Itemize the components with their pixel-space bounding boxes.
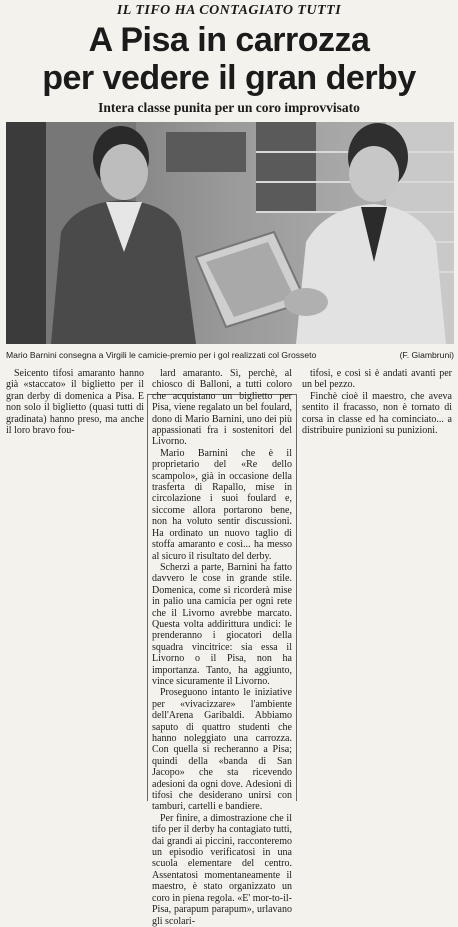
subheadline: Intera classe punita per un coro improvvisato: [98, 100, 360, 115]
paragraph: Scherzi a parte, Barnini ha fatto davvero le cose in grande stile. Domenica, come si ricorderà mise in palio una camicia per ogni rete che il Livorno avrebbe marcato. Questa volta addirittura undici: le prenderanno i giocatori della squadra vincitrice: sia essa il Livorno o il Pisa, non ha importanza. Tanto, ha aggiunto, vince sicuramente il Livorno.: [152, 561, 292, 687]
photo-credit: (F. Giambruni): [399, 350, 454, 360]
photo-illustration: [6, 122, 454, 344]
paragraph: Proseguono intanto le iniziative per «vivacizzare» l'ambiente dell'Arena Garibaldi. Abbiamo saputo di quattro studenti che hanno noleggiato una carrozza. Con quella si recheranno a Pisa; quindi della «banda di San Jacopo» che sta ricevendo adesioni da ogni dove. Adesioni di tifosi che desiderano unirsi con tamburi, cartelli e bandiere.: [152, 687, 292, 813]
article-column-1: [6, 368, 144, 436]
article-column-2: [152, 368, 292, 927]
paragraph: Per finire, a dimostrazione che il tifo per il derby ha contagiato tutti, dai grandi ai piccini, racconteremo un episodio verificatosi in una scuola elementare del centro. Assentatosi momentaneamente il maestro, è stato organizzato un coro in piena regola. «E' mor-to-il-Pisa, parapum parapum», urlavano gli scolari-: [152, 812, 292, 927]
paragraph: Finchè cioè il maestro, che aveva sentito il fracasso, non è tornato di corsa in classe ed ha cominciato... a distribuire punizioni su punizioni.: [302, 390, 452, 437]
article-column-3: [302, 368, 452, 436]
headline-line-2: per vedere il gran derby: [42, 59, 416, 97]
photo: [6, 122, 454, 344]
kicker: IL TIFO HA CONTAGIATO TUTTI: [116, 3, 342, 18]
headline-line-1: A Pisa in carrozza: [88, 21, 370, 59]
paragraph: Seicento tifosi amaranto hanno già «staccato» il biglietto per il gran derby di domenica a Pisa. E non solo il biglietto (quasi tutti di gradinata) hanno preso, ma anche il loro bravo fou-: [6, 368, 144, 437]
paragraph: Mario Barnini che è il proprietario del «Re dello scampolo», già in occasione della trasferta di Rapallo, mise in circolazione i suoi foulard e, siccome allora portarono bene, non ha voluto sentir discussioni. Ha ordinato un nuovo taglio di stoffa amaranto e così... ha messo al sicuro il risultato del derby.: [152, 447, 292, 562]
paragraph: tifosi, e così si è andati avanti per un bel pezzo.: [302, 368, 452, 391]
paragraph: lard amaranto. Sì, perchè, al chiosco di Balloni, a tutti coloro che acquistano un biglietto per Pisa, viene regalato un bel foulard, dono di Mario Barnini, uno dei più appassionati fra i sostenitori del Livorno.: [152, 368, 292, 448]
photo-caption: [6, 346, 454, 364]
caption-text: Mario Barnini consegna a Virgili le camicie-premio per i gol realizzati col Grosseto: [6, 350, 317, 360]
